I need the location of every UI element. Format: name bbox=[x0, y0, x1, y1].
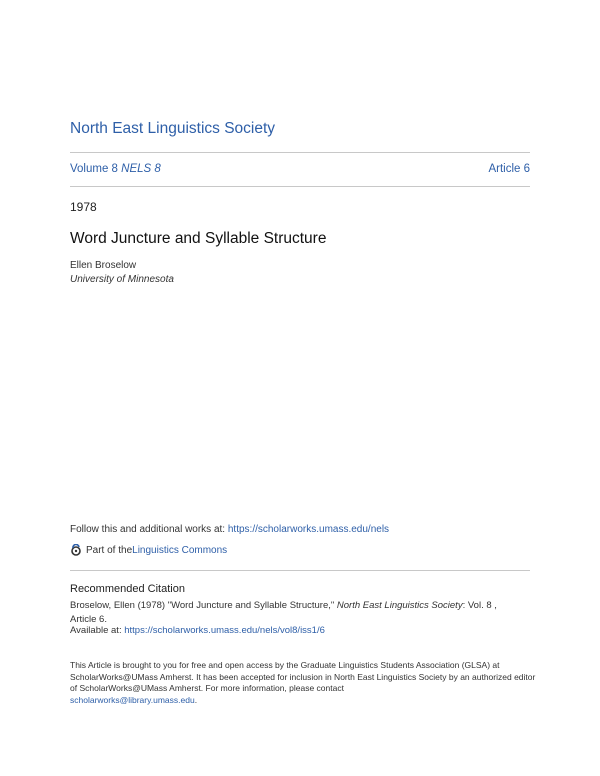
follow-url-link[interactable]: https://scholarworks.umass.edu/nels bbox=[227, 524, 390, 535]
citation-line2: Article 6. bbox=[70, 614, 107, 625]
footer-email-suffix: . bbox=[194, 694, 198, 705]
available-at-line bbox=[70, 625, 325, 636]
divider-volume bbox=[70, 186, 530, 187]
author-name: Ellen Broselow bbox=[70, 260, 137, 271]
part-of-line bbox=[70, 544, 227, 556]
citation-heading: Recommended Citation bbox=[70, 583, 185, 595]
paper-title: Word Juncture and Syllable Structure bbox=[70, 230, 327, 247]
contact-email-link[interactable]: scholarworks@library.umass.edu bbox=[70, 694, 195, 705]
follow-line bbox=[70, 524, 389, 535]
citation-line1-suffix: : Vol. 8 , bbox=[462, 600, 497, 611]
linguistics-commons-link[interactable]: Linguistics Commons bbox=[132, 544, 228, 556]
volume-label[interactable]: Volume 8 bbox=[70, 163, 118, 175]
volume-series[interactable]: NELS 8 bbox=[121, 163, 161, 175]
volume-link[interactable] bbox=[70, 163, 161, 175]
citation-body bbox=[70, 599, 530, 627]
article-link[interactable]: Article 6 bbox=[488, 163, 530, 175]
publication-year: 1978 bbox=[70, 200, 97, 214]
citation-line1-prefix: Broselow, Ellen (1978) "Word Juncture and Syllable Structure," bbox=[70, 600, 337, 611]
part-of-text: Part of the bbox=[86, 544, 133, 556]
divider-top bbox=[70, 152, 530, 153]
author-affiliation: University of Minnesota bbox=[70, 274, 174, 285]
available-url-link[interactable]: https://scholarworks.umass.edu/nels/vol8/iss1/6 bbox=[124, 625, 325, 636]
footer-notice bbox=[70, 660, 540, 706]
follow-text: Follow this and additional works at: bbox=[70, 524, 228, 535]
volume-row bbox=[70, 163, 530, 175]
journal-title[interactable]: North East Linguistics Society bbox=[70, 120, 276, 137]
divider-citation bbox=[70, 570, 530, 571]
open-access-icon bbox=[70, 544, 82, 556]
citation-journal: North East Linguistics Society bbox=[336, 600, 463, 611]
footer-text: This Article is brought to you for free and open access by the Graduate Linguistics Students Association (GLSA) at ScholarWorks@UMass Amherst. It has been accepted for inclusion in North East Linguistics Society by an authorized editor of ScholarWorks@UMass Amherst. For more information, please contact bbox=[70, 660, 536, 693]
available-label: Available at: bbox=[70, 625, 125, 636]
